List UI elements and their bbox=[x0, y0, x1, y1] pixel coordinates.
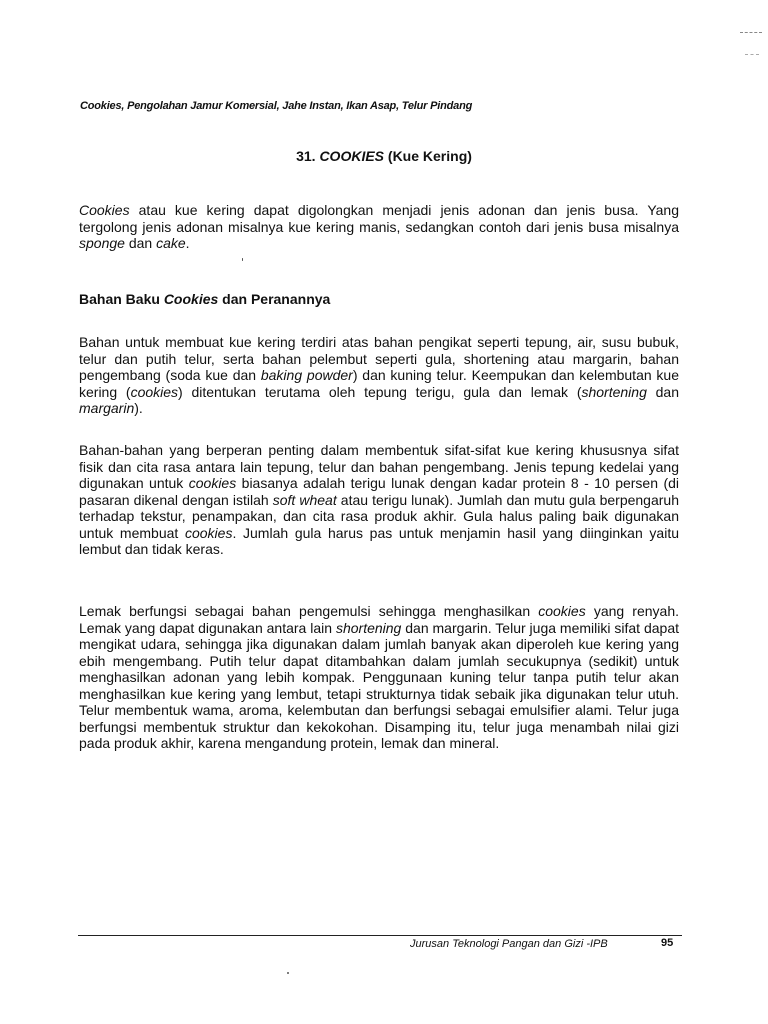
term-italic: baking powder bbox=[260, 367, 353, 383]
scan-speck bbox=[287, 972, 289, 974]
footer-text: Jurusan Teknologi Pangan dan Gizi -IPB bbox=[410, 938, 608, 950]
paragraph-text: atau terigu lunak). Jumlah dan mutu gula berpengaruh terhadap tekstur, penampakan, dan cita rasa produk akhir. Gula halus paling baik digunakan untuk membuat bbox=[79, 491, 679, 541]
paragraph-text: ) ditentukan terutama oleh tepung terigu, gula dan lemak ( bbox=[178, 383, 582, 400]
term-italic: cookies bbox=[184, 524, 233, 541]
term-italic: soft wheat bbox=[272, 491, 337, 508]
paragraph-text: . bbox=[185, 235, 190, 251]
term-italic: shortening bbox=[335, 619, 402, 636]
scan-speck bbox=[242, 258, 243, 261]
paragraph-text: atau kue kering dapat digolongkan menjadi jenis adonan dan jenis busa. Yang tergolong jenis adonan misalnya kue kering manis, sedangkan contoh dari jenis busa misalnya bbox=[79, 202, 679, 235]
term-italic: cookies bbox=[188, 475, 237, 491]
chapter-title-rest: (Kue Kering) bbox=[387, 148, 472, 164]
paragraph-text: dan bbox=[124, 235, 157, 251]
paragraph-text: dan bbox=[646, 383, 679, 400]
paragraph-text: yang renyah. Lemak yang dapat digunakan antara lain bbox=[79, 603, 679, 636]
term-italic: cookies bbox=[130, 383, 179, 400]
paragraph-text: Bahan untuk membuat kue kering terdiri atas bahan pengikat seperti tepung, air, susu bubuk, telur dan putih telur, serta bahan pelembut seperti gula, shortening atau margarin, bahan pengembang (soda kue dan bbox=[79, 334, 679, 383]
paragraph-text: Bahan-bahan yang berperan penting dalam membentuk sifat-sifat kue kering khususnya sifat fisik dan cita rasa antara lain tepung, telur dan bahan pengembang. Jenis tepung kedelai yang digunakan untuk bbox=[79, 442, 679, 491]
term-italic: cake bbox=[156, 235, 186, 251]
intro-paragraph bbox=[79, 202, 679, 252]
term-italic: Cookies bbox=[79, 202, 130, 218]
term-italic: cookies bbox=[538, 603, 586, 619]
paragraph-text: dan margarin. Telur juga memiliki sifat dapat mengikat udara, sehingga jika digunakan dalam jumlah banyak akan diperoleh kue kering yang ebih mengembang. Putih telur dapat ditambahkan dalam jumlah secukupnya (sedikit) untuk menghasilkan adonan yang lebih kompak. Penggunaan kuning telur tanpa putih telur akan menghasilkan kue kering yang lembut, tetapi strukturnya tidak sebaik jika digunakan telur utuh. Telur membentuk wama, aroma, kelembutan dan berfungsi sebagai emulsifier alami. Telur juga berfungsi membentuk struktur dan kekokohan. Disamping itu, telur juga menambah nilai gizi pada produk akhir, karena mengandung protein, lemak dan mineral. bbox=[79, 619, 679, 751]
term-italic: shortening bbox=[581, 383, 647, 400]
chapter-title bbox=[0, 148, 768, 164]
heading-italic: Cookies bbox=[163, 291, 219, 307]
paragraph-text: ) dan kuning telur. Keempukan dan kelembutan kue kering ( bbox=[79, 367, 680, 400]
body-paragraph bbox=[79, 442, 679, 558]
page-number: 95 bbox=[661, 937, 674, 949]
paragraph-text: . Jumlah gula harus pas untuk menjamin hasil yang diinginkan yaitu lembut dan tidak keras. bbox=[79, 524, 680, 557]
heading-text: dan Peranannya bbox=[218, 291, 331, 307]
section-heading bbox=[79, 291, 330, 307]
term-italic: sponge bbox=[79, 235, 125, 251]
chapter-number: 31. bbox=[296, 148, 316, 164]
term-italic: margarin bbox=[79, 400, 135, 416]
scan-artifact-mark bbox=[740, 32, 762, 35]
paragraph-text: ). bbox=[134, 400, 143, 416]
paragraph-text: biasanya adalah terigu lunak dengan kadar protein 8 - 10 persen (di pasaran dikenal dengan istilah bbox=[79, 475, 679, 508]
paragraph-text: Lemak berfungsi sebagai bahan pengemulsi sehingga menghasilkan bbox=[79, 603, 539, 619]
footer-rule bbox=[78, 935, 682, 936]
heading-text: Bahan Baku bbox=[79, 291, 164, 307]
body-paragraph bbox=[79, 334, 679, 417]
body-paragraph bbox=[79, 603, 679, 752]
chapter-title-italic: COOKIES bbox=[319, 148, 385, 164]
running-header: Cookies, Pengolahan Jamur Komersial, Jahe Instan, Ikan Asap, Telur Pindang bbox=[80, 100, 473, 112]
scan-artifact-mark bbox=[745, 54, 759, 56]
